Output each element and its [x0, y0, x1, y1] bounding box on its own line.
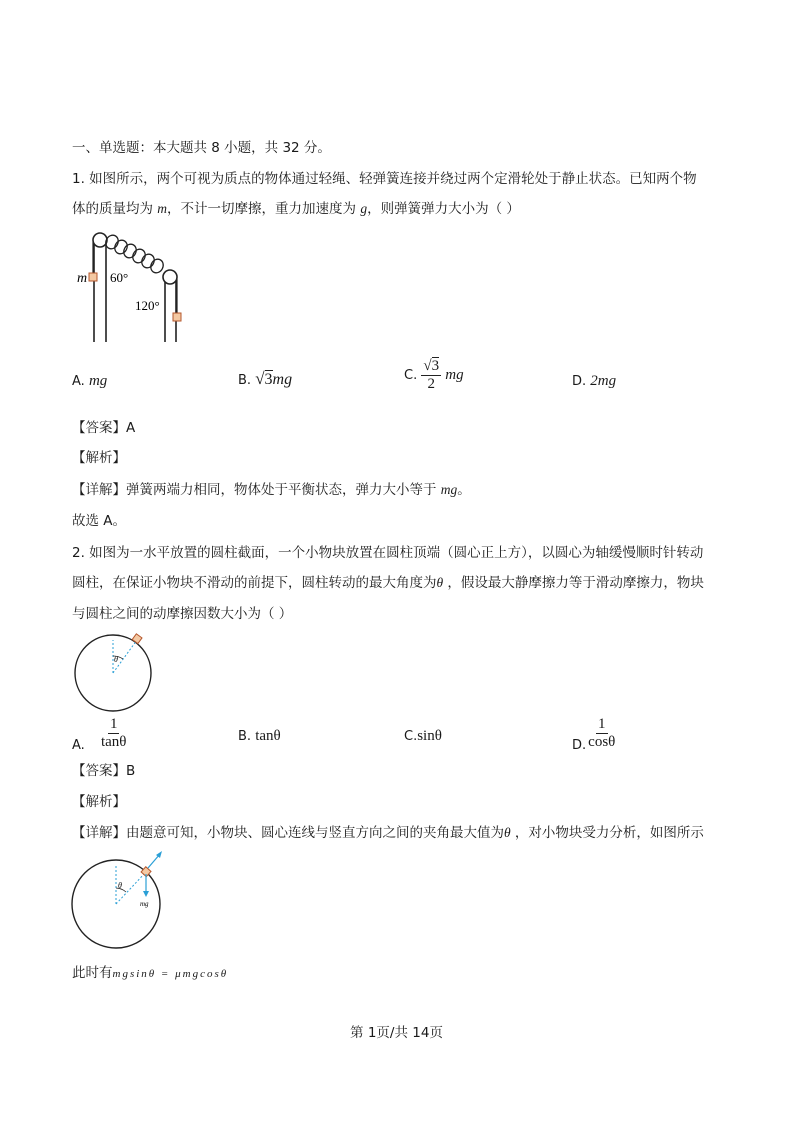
q2-option-a[interactable]	[72, 716, 128, 751]
q2-option-d[interactable]	[572, 716, 617, 751]
option-label: C.	[404, 368, 418, 383]
q2-option-c[interactable]	[404, 727, 442, 746]
q2-answer	[72, 762, 135, 780]
option-label: D.	[572, 738, 587, 753]
q2-stem-line3: 与圆柱之间的动摩擦因数大小为（ ）	[72, 606, 293, 622]
result-equation: mgsinθ = μmgcosθ	[112, 968, 229, 980]
fraction-numerator: 1	[109, 716, 118, 732]
detail-tag: 【详解】	[72, 482, 126, 498]
sqrt-sign-icon: √	[423, 358, 432, 374]
q1-stem-text: ，不计一切摩擦，重力加速度为	[167, 201, 361, 217]
page-footer: 第 1页/共 14页	[350, 1025, 443, 1041]
detail-mg: mg	[440, 482, 458, 497]
q2-cylinder-figure	[70, 630, 160, 712]
q2-stem-line1: 2. 如图为一水平放置的圆柱截面，一个小物块放置在圆柱顶端（圆心正上方），以圆心为轴缓慢顺时针转动	[72, 545, 704, 561]
answer-value: A	[126, 420, 136, 436]
q2-force-mg-label: mg	[140, 900, 149, 908]
detail-theta: θ	[504, 825, 511, 840]
fraction-numerator: 1	[598, 716, 606, 732]
sqrt-radicand: 3	[264, 371, 273, 388]
result-prefix: 此时有	[72, 965, 113, 981]
q2-force-diagram	[70, 846, 170, 952]
q2-theta-label: θ	[114, 655, 118, 664]
detail-text: ，对小物块受力分析，如图所示	[510, 825, 704, 841]
q1-option-a[interactable]	[72, 372, 107, 391]
q1-conclusion: 故选 A。	[72, 513, 127, 529]
q1-stem-text: 体的质量均为	[72, 201, 158, 217]
q2-analysis-tag: 【解析】	[72, 794, 126, 810]
fraction	[421, 358, 441, 393]
answer-tag: 【答案】	[72, 420, 126, 436]
q1-analysis-tag: 【解析】	[72, 450, 126, 466]
option-label: A.	[72, 374, 85, 389]
option-label: B.	[238, 373, 252, 388]
option-label: D.	[572, 374, 587, 389]
q1-stem-line1: 1. 如图所示，两个可视为质点的物体通过轻绳、轻弹簧连接并绕过两个定滑轮处于静止状态。已知两个物	[72, 171, 697, 187]
q2-option-b[interactable]	[238, 727, 281, 746]
option-value: tanθ	[255, 728, 281, 744]
section-header: 一、单选题：本大题共 8 小题，共 32 分。	[72, 140, 331, 156]
detail-text: 。	[457, 482, 471, 498]
fraction-denominator: cosθ	[588, 734, 616, 750]
option-label: C.	[404, 729, 418, 744]
q1-option-c[interactable]	[404, 358, 464, 393]
fraction-denominator: 2	[427, 376, 435, 392]
option-value: sinθ	[417, 728, 442, 744]
q1-answer	[72, 419, 135, 437]
q2-stem-text: ，假设最大静摩擦力等于滑动摩擦力，物块	[443, 575, 704, 591]
q1-mass-symbol: m	[157, 201, 168, 216]
q2-force-theta-label: θ	[118, 881, 122, 890]
detail-tag: 【详解】	[72, 825, 126, 841]
q2-stem-line2	[72, 574, 704, 592]
q2-result	[72, 964, 228, 983]
q2-detail	[72, 824, 704, 842]
q1-gravity-symbol: g	[360, 201, 368, 216]
q1-angle-60-label: 60°	[110, 270, 129, 285]
detail-text: 弹簧两端力相同，物体处于平衡状态，弹力大小等于	[126, 482, 441, 498]
q1-mass-label: m	[77, 271, 88, 286]
detail-text: 由题意可知，小物块、圆心连线与竖直方向之间的夹角最大值为	[126, 825, 504, 841]
answer-value: B	[126, 763, 136, 779]
option-value: mg	[272, 371, 293, 388]
q1-angle-120-label: 120°	[135, 298, 160, 313]
q1-option-d[interactable]	[572, 372, 616, 391]
q1-stem-line2	[72, 200, 520, 218]
sqrt-sign-icon: √	[255, 369, 265, 388]
fraction-denominator: tanθ	[100, 734, 127, 750]
q1-option-b[interactable]	[238, 370, 292, 390]
q1-pulley-spring-figure	[72, 222, 202, 346]
fraction-numerator: 3	[431, 358, 440, 374]
q1-stem-text: ，则弹簧弹力大小为（ ）	[367, 201, 520, 217]
option-value: 2mg	[590, 373, 617, 389]
option-label: B.	[238, 729, 252, 744]
q2-stem-text: 圆柱，在保证小物块不滑动的前提下，圆柱转动的最大角度为	[72, 575, 437, 591]
option-label: A.	[72, 738, 85, 753]
q1-detail	[72, 481, 471, 499]
answer-tag: 【答案】	[72, 763, 126, 779]
q2-theta-symbol: θ	[436, 575, 444, 590]
option-value: mg	[88, 373, 108, 389]
fraction	[586, 716, 617, 751]
fraction	[99, 716, 129, 751]
option-value: mg	[445, 367, 464, 383]
